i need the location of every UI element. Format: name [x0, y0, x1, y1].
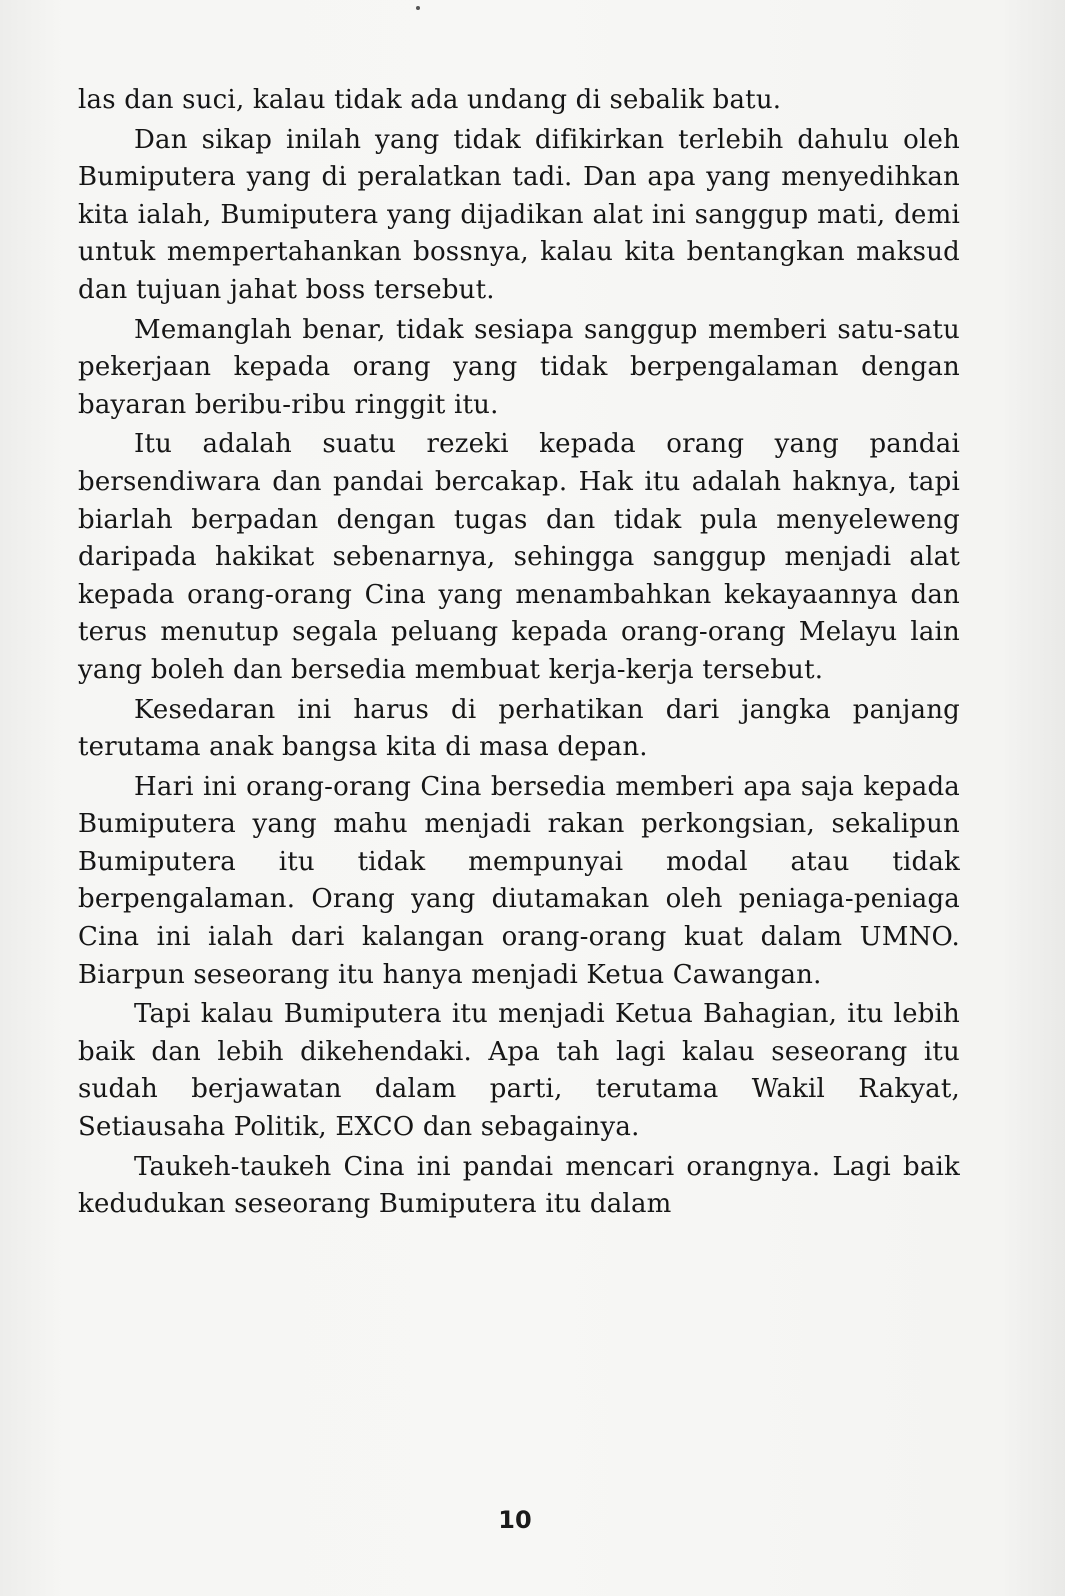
paragraph-2: Dan sikap inilah yang tidak difikirkan terlebih dahulu oleh Bumiputera yang di peralatkan tadi. Dan apa yang menyedihkan kita ialah, Bumiputera yang dijadikan alat ini sanggup mati, demi untuk mempertahankan bossnya, kalau kita bentangkan maksud dan tujuan jahat boss tersebut.: [78, 124, 960, 305]
paragraph-6: Hari ini orang-orang Cina bersedia memberi apa saja kepada Bumiputera yang mahu menjadi rakan perkongsian, sekalipun Bumiputera itu tidak mempunyai modal atau tidak berpengalaman. Orang yang diutamakan oleh peniaga-peniaga Cina ini ialah dari kalangan orang-orang kuat dalam UMNO. Biarpun seseorang itu hanya menjadi Ketua Cawangan.: [78, 771, 960, 990]
paragraph-3: Memanglah benar, tidak sesiapa sanggup memberi satu-satu pekerjaan kepada orang yang tidak berpengalaman dengan bayaran beribu-ribu ringgit itu.: [78, 314, 960, 420]
paragraph-7: Tapi kalau Bumiputera itu menjadi Ketua Bahagian, itu lebih baik dan lebih dikehendaki. Apa tah lagi kalau seseorang itu sudah berjawatan dalam parti, terutama Wakil Rakyat, Setiausaha Politik, EXCO dan sebagainya.: [78, 999, 960, 1143]
paragraph-1: las dan suci, kalau tidak ada undang di sebalik batu.: [78, 85, 782, 115]
body-text: [78, 82, 960, 1226]
paragraph-8: Taukeh-taukeh Cina ini pandai mencari orangnya. Lagi baik kedudukan seseorang Bumiputera itu dalam: [78, 1151, 960, 1220]
paragraph-4: Itu adalah suatu rezeki kepada orang yang pandai bersendiwara dan pandai bercakap. Hak itu adalah haknya, tapi biarlah berpadan dengan tugas dan tidak pula menyeleweng daripada hakikat sebenarnya, sehingga sanggup menjadi alat kepada orang-orang Cina yang menambahkan kekayaannya dan terus menutup segala peluang kepada orang-orang Melayu lain yang boleh dan bersedia membuat kerja-kerja tersebut.: [78, 429, 960, 685]
page-number: 10: [498, 1506, 532, 1534]
ink-speck: [416, 6, 420, 10]
paragraph-5: Kesedaran ini harus di perhatikan dari jangka panjang terutama anak bangsa kita di masa depan.: [78, 694, 960, 763]
